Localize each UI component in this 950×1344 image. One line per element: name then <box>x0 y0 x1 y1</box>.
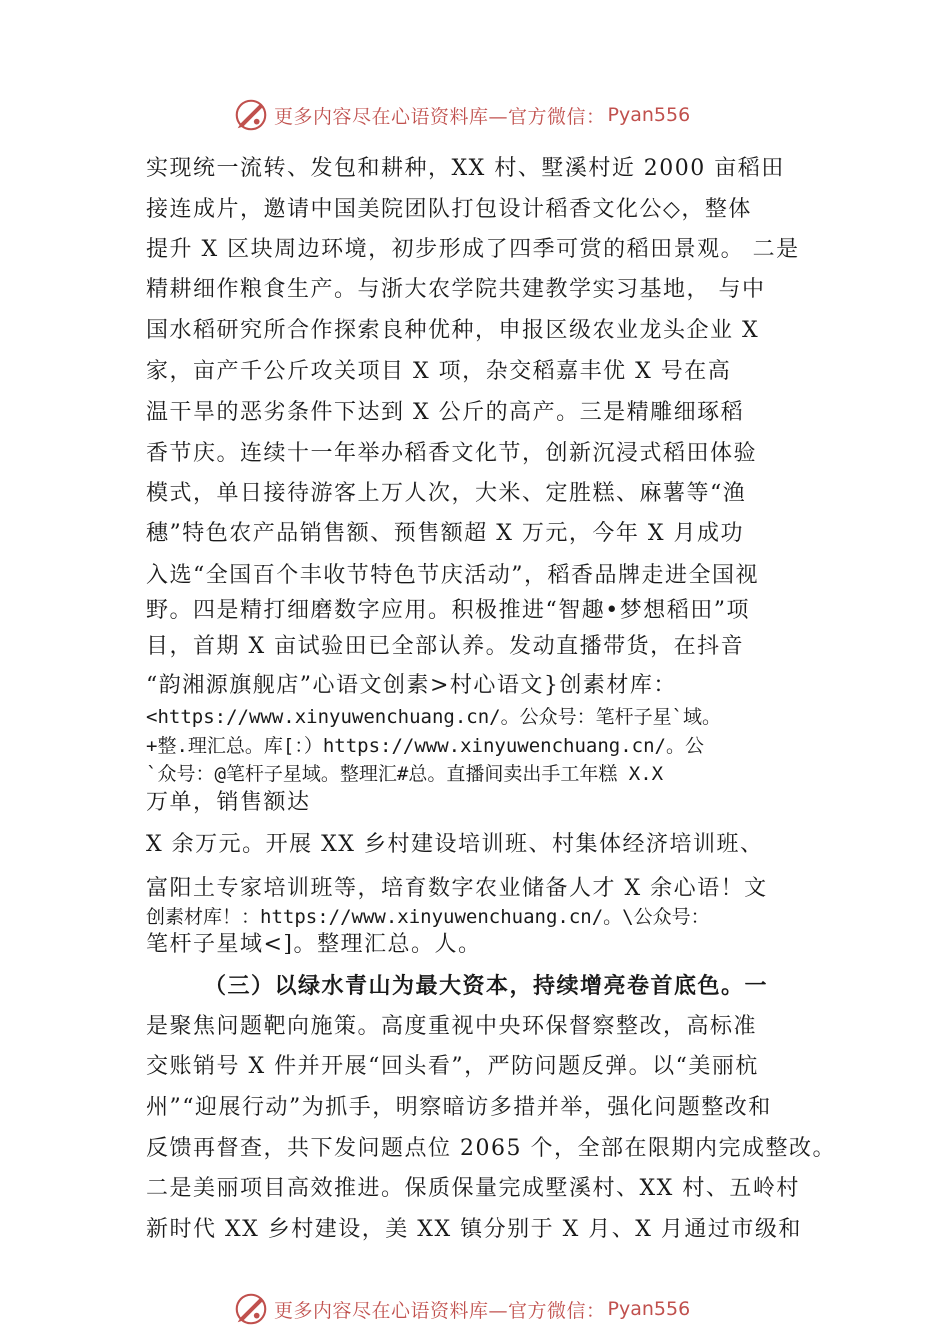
header-banner <box>232 95 690 135</box>
paragraph-line: 家，亩产千公斤攻关项目 X 项，杂交稻嘉丰优 X 号在高 <box>146 359 732 384</box>
section-heading: （三）以绿水青山为最大资本，持续增亮卷首底色。一 <box>204 973 769 999</box>
paragraph-line: 目，首期 X 亩试验田已全部认养。发动直播带货，在抖音 <box>146 634 745 659</box>
watermark-line: +整.理汇总。库[：）https://www.xinyuwenchuang.cn/。公 <box>146 735 704 757</box>
paragraph-line: 接连成片，邀请中国美院团队打包设计稻香文化公◇，整体 <box>146 197 752 222</box>
banner-text: 更多内容尽在心语资料库—官方微信： <box>274 105 606 128</box>
paragraph-line: X 余万元。开展 XX 乡村建设培训班、村集体经济培训班、 <box>146 832 764 857</box>
paragraph-line: 州”“迎展行动”为抓手，明察暗访多措并举，强化问题整改和 <box>146 1095 772 1120</box>
paragraph-line: 入选“全国百个丰收节特色节庆活动”，稻香品牌走进全国视 <box>146 563 759 588</box>
paragraph-line: 温干旱的恶劣条件下达到 X 公斤的高产。三是精雕细琢稻 <box>146 400 745 425</box>
paragraph-line: “韵湘源旗舰店”心语文创素>村心语文}创素材库： <box>146 673 677 698</box>
banner-text: 更多内容尽在心语资料库—官方微信： <box>274 1299 606 1322</box>
paragraph-line: 二是美丽项目高效推进。保质保量完成墅溪村、XX 村、五岭村 <box>146 1176 800 1201</box>
paragraph-line: 实现统一流转、发包和耕种，XX 村、墅溪村近 2000 亩稻田 <box>146 156 785 181</box>
watermark-line: `众号：@笔杆子星域。整理汇#总。直播间卖出手工年糕 X.X <box>146 763 664 785</box>
banner-wechat-id: Pyan556 <box>607 104 691 126</box>
paragraph-line: 笔杆子星域<]。整理汇总。人。 <box>146 932 482 957</box>
paragraph-line: 提升 X 区块周边环境，初步形成了四季可赏的稻田景观。 二是 <box>146 237 800 262</box>
paragraph-line: 新时代 XX 乡村建设，美 XX 镇分别于 X 月、X 月通过市级和 <box>146 1217 802 1242</box>
paragraph-line: 国水稻研究所合作探索良种优种，申报区级农业龙头企业 X <box>146 318 760 343</box>
paragraph-line: 富阳土专家培训班等，培育数字农业储备人才 X 余心语！文 <box>146 876 768 901</box>
paragraph-line: 模式，单日接待游客上万人次，大米、定胜糕、麻薯等“渔 <box>146 481 747 506</box>
paragraph-line: 精耕细作粮食生产。与浙大农学院共建教学实习基地， 与中 <box>146 277 766 302</box>
footer-banner <box>232 1289 690 1329</box>
pen-circle-logo-icon <box>232 1290 270 1328</box>
paragraph-line: 穗”特色农产品销售额、预售额超 X 万元，今年 X 月成功 <box>146 521 745 546</box>
watermark-line: <https://www.xinyuwenchuang.cn/。公众号：笔杆子星`域。 <box>146 706 722 728</box>
paragraph-line: 是聚焦问题靶向施策。高度重视中央环保督察整改，高标准 <box>146 1014 758 1039</box>
paragraph-line: 交账销号 X 件并开展“回头看”，严防问题反弹。以“美丽杭 <box>146 1054 759 1079</box>
paragraph-line: 反馈再督查，共下发问题点位 2065 个，全部在限期内完成整改。 <box>146 1136 836 1161</box>
banner-wechat-id: Pyan556 <box>607 1298 691 1320</box>
paragraph-line: 香节庆。连续十一年举办稻香文化节，创新沉浸式稻田体验 <box>146 441 758 466</box>
pen-circle-logo-icon <box>232 96 270 134</box>
paragraph-line: 野。四是精打细磨数字应用。积极推进“智趣•梦想稻田”项 <box>146 598 750 623</box>
paragraph-line: 万单，销售额达 <box>146 790 311 815</box>
watermark-line: 创素材库！：https://www.xinyuwenchuang.cn/。\公众号： <box>146 906 710 928</box>
